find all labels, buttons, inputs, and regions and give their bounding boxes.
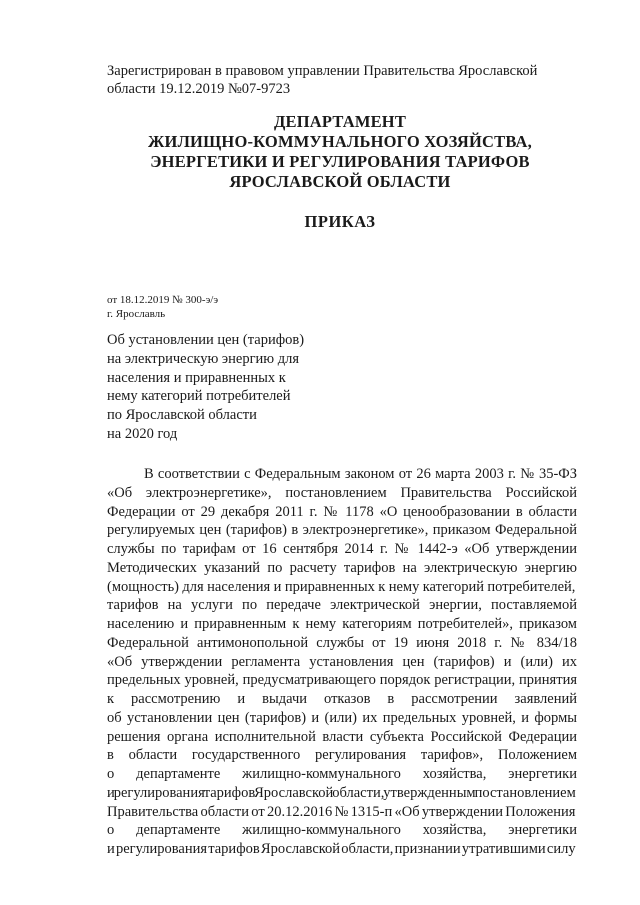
body-line: В соответствии с Федеральным законом от 26 марта 2003 г. № 35-ФЗ <box>144 466 577 482</box>
subject-line: по Ярославской области <box>107 407 257 424</box>
body-line: «Об электроэнергетике», постановлением Правительства Российской <box>107 484 577 501</box>
body-line: и регулирования тарифов Ярославской области, признании утратившими силу <box>107 841 576 857</box>
body-line: Методических указаний по расчету тарифов на электрическую энергию <box>107 559 577 576</box>
department-line: ЭНЕРГЕТИКИ И РЕГУЛИРОВАНИЯ ТАРИФОВ <box>150 152 530 171</box>
registration-note <box>107 62 577 98</box>
body-line: о департаменте жилищно-коммунального хозяйства, энергетики <box>107 766 577 782</box>
body-line: «Об утверждении регламента установления цен (тарифов) и (или) их <box>107 653 577 670</box>
department-line: ЯРОСЛАВСКОЙ ОБЛАСТИ <box>229 172 451 191</box>
body-line: и регулирования тарифов Ярославской области, утвержденным постановлением <box>107 784 576 801</box>
body-line: решения органа исполнительной власти субъекта Российской Федерации <box>107 728 577 745</box>
subject-line: на электрическую энергию для <box>107 350 300 367</box>
body-line: регулируемых цен (тарифов) в электроэнергетике», приказом Федеральной <box>107 522 577 539</box>
department-line: ДЕПАРТАМЕНТ <box>273 112 407 131</box>
body-line: Федерации от 29 декабря 2011 г. № 1178 «О ценообразовании в области <box>107 503 577 520</box>
body-line: в области государственного регулирования тарифов», Положением <box>107 747 577 764</box>
department-header <box>100 112 580 192</box>
body-paragraph <box>107 465 577 859</box>
registration-line: области 19.12.2019 №07-9723 <box>107 81 291 97</box>
body-line: (мощность) для населения и приравненных к нему категорий потребителей, <box>107 578 576 595</box>
order-meta <box>107 293 218 321</box>
order-subject <box>107 331 347 444</box>
body-line: службы по тарифам от 16 сентября 2014 г. № 1442-э «Об утверждении <box>107 541 577 557</box>
department-line: ЖИЛИЩНО-КОММУНАЛЬНОГО ХОЗЯЙСТВА, <box>148 132 532 151</box>
body-line: населению и приравненным к нему категориям потребителей», приказом <box>107 616 577 632</box>
body-line: тарифов на услуги по передаче электрической энергии, поставляемой <box>107 597 577 614</box>
body-line: Федеральной антимонопольной службы от 19 июня 2018 г. № 834/18 <box>107 634 577 651</box>
order-title: ПРИКАЗ <box>304 212 376 231</box>
subject-line: Об установлении цен (тарифов) <box>107 332 305 348</box>
body-line: об установлении цен (тарифов) и (или) их предельных уровней, и формы <box>107 709 577 726</box>
body-line: к рассмотрению и выдачи отказов в рассмотрении заявлений <box>107 691 577 707</box>
order-city: г. Ярославль <box>107 308 166 320</box>
body-line: о департаменте жилищно-коммунального хозяйства, энергетики <box>107 822 577 839</box>
body-line: Правительства области от 20.12.2016 № 1315-п «Об утверждении Положения <box>107 803 576 820</box>
subject-line: населения и приравненных к <box>107 369 286 386</box>
subject-line: на 2020 год <box>107 425 178 442</box>
order-date-number: от 18.12.2019 № 300-э/э <box>107 294 219 306</box>
body-line: предельных уровней, предусматривающего порядок регистрации, принятия <box>107 672 577 689</box>
subject-line: нему категорий потребителей <box>107 388 291 405</box>
registration-line: Зарегистрирован в правовом управлении Правительства Ярославской <box>107 63 538 79</box>
